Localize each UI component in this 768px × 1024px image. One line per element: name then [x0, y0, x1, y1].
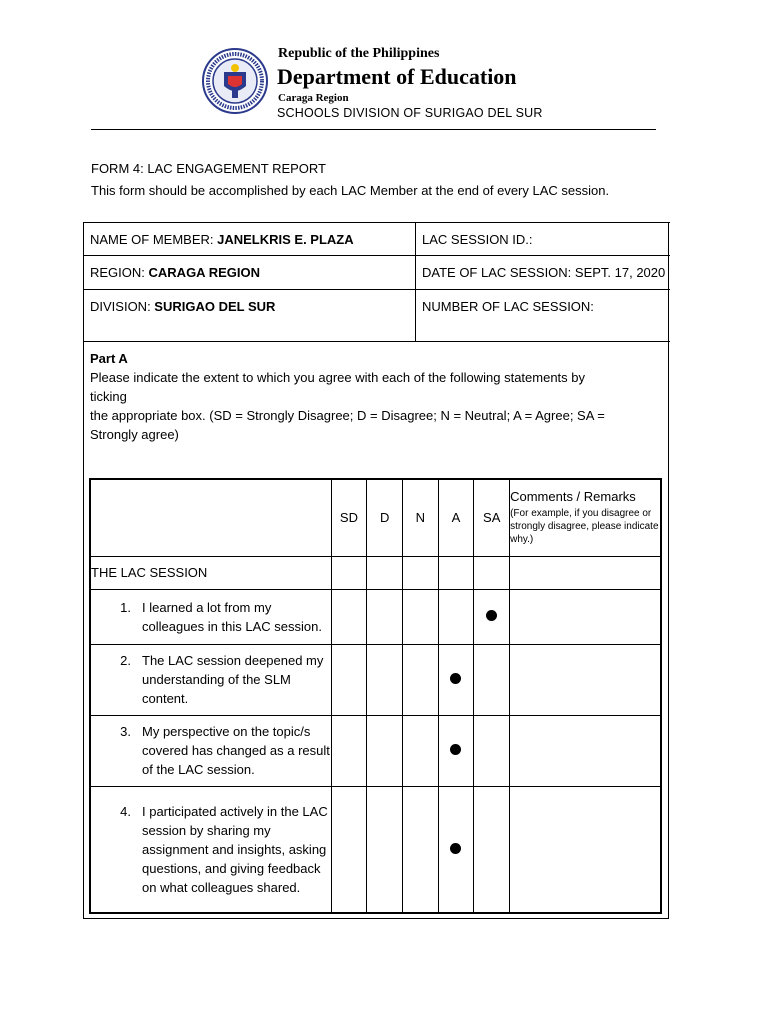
region-field: REGION: CARAGA REGION	[90, 265, 260, 280]
rating-cell-a[interactable]	[438, 715, 474, 786]
deped-seal-icon	[202, 46, 268, 116]
rating-cell[interactable]	[331, 556, 367, 589]
statement-number: 3.	[120, 724, 131, 739]
rating-cell[interactable]	[367, 556, 403, 589]
member-field: NAME OF MEMBER: JANELKRIS E. PLAZA	[90, 232, 354, 247]
comments-title: Comments / Remarks	[510, 489, 636, 505]
statement-row	[90, 589, 661, 644]
rating-cell-sa[interactable]	[474, 786, 510, 913]
rating-table	[89, 478, 662, 914]
member-value: JANELKRIS E. PLAZA	[217, 232, 354, 247]
statement-text: I learned a lot from my colleagues in this LAC session.	[142, 599, 322, 634]
rating-cell-d[interactable]	[367, 644, 403, 715]
statement-text: I participated actively in the LAC session by sharing my assignment and insights, asking questions, and giving feedback on what colleagues shared.	[142, 803, 328, 895]
part-a-line: Strongly agree)	[90, 427, 179, 442]
rating-cell-sd[interactable]	[331, 589, 367, 644]
form-title: FORM 4: LAC ENGAGEMENT REPORT	[91, 161, 327, 176]
part-a-instructions	[90, 349, 650, 444]
section-label: THE LAC SESSION	[90, 556, 331, 589]
rating-cell-sa[interactable]	[474, 589, 510, 644]
rating-cell-n[interactable]	[403, 715, 439, 786]
form-instructions: This form should be accomplished by each LAC Member at the end of every LAC session.	[91, 183, 610, 198]
level-header-n: N	[403, 479, 439, 556]
tick-mark-dot	[450, 843, 461, 854]
comments-note: (For example, if you disagree or strongly disagree, please indicate why.)	[510, 508, 659, 546]
level-header-sd: SD	[331, 479, 367, 556]
level-header-a: A	[438, 479, 474, 556]
part-a-heading: Part A	[90, 351, 128, 366]
statement-row	[90, 786, 661, 913]
session-date-field: DATE OF LAC SESSION: SEPT. 17, 2020	[422, 265, 666, 280]
rating-cell-sd[interactable]	[331, 644, 367, 715]
comments-cell[interactable]	[510, 556, 661, 589]
rating-cell-sa[interactable]	[474, 644, 510, 715]
statement-number: 2.	[120, 653, 131, 668]
header-divider	[91, 129, 656, 130]
rating-cell-sd[interactable]	[331, 715, 367, 786]
comments-cell[interactable]	[510, 589, 661, 644]
division-field: DIVISION: SURIGAO DEL SUR	[90, 299, 276, 314]
rating-cell-d[interactable]	[367, 589, 403, 644]
part-a-line: Please indicate the extent to which you agree with each of the following statements by	[90, 370, 586, 385]
statement-row	[90, 715, 661, 786]
session-id-field: LAC SESSION ID.:	[422, 232, 533, 247]
statement-number: 1.	[120, 599, 131, 615]
rating-cell[interactable]	[438, 556, 474, 589]
rating-cell-n[interactable]	[403, 644, 439, 715]
division-value: SURIGAO DEL SUR	[154, 299, 276, 314]
rating-cell-sd[interactable]	[331, 786, 367, 913]
part-a-line: ticking	[90, 389, 127, 404]
statement-row	[90, 644, 661, 715]
statement-header	[90, 479, 331, 556]
comments-cell[interactable]	[510, 644, 661, 715]
rating-cell[interactable]	[403, 556, 439, 589]
rating-cell-n[interactable]	[403, 589, 439, 644]
rating-header-row	[90, 479, 661, 556]
info-column-divider	[415, 222, 416, 342]
republic-line: Republic of the Philippines	[278, 46, 440, 61]
region-value: CARAGA REGION	[148, 265, 260, 280]
comments-cell[interactable]	[510, 786, 661, 913]
tick-mark-dot	[450, 673, 461, 684]
statement-text: My perspective on the topic/s covered has changed as a result of the LAC session.	[142, 724, 330, 777]
info-row-division	[83, 290, 670, 342]
comments-cell[interactable]	[510, 715, 661, 786]
rating-cell-a[interactable]	[438, 644, 474, 715]
session-number-field: NUMBER OF LAC SESSION:	[422, 299, 594, 314]
rating-cell-d[interactable]	[367, 786, 403, 913]
level-header-d: D	[367, 479, 403, 556]
rating-cell-a[interactable]	[438, 589, 474, 644]
department-name: Department of Education	[277, 64, 517, 89]
division-line: SCHOOLS DIVISION OF SURIGAO DEL SUR	[277, 106, 543, 120]
tick-mark-dot	[450, 744, 461, 755]
tick-mark-dot	[486, 610, 497, 621]
part-a-line: the appropriate box. (SD = Strongly Disagree; D = Disagree; N = Neutral; A = Agree; SA =	[90, 408, 605, 423]
rating-cell-sa[interactable]	[474, 715, 510, 786]
statement-number: 4.	[120, 803, 131, 819]
statement-text: The LAC session deepened my understanding of the SLM content.	[142, 653, 324, 706]
level-header-sa: SA	[474, 479, 510, 556]
rating-cell-d[interactable]	[367, 715, 403, 786]
rating-cell-a[interactable]	[438, 786, 474, 913]
region-line: Caraga Region	[278, 92, 349, 104]
section-row	[90, 556, 661, 589]
rating-cell-n[interactable]	[403, 786, 439, 913]
comments-header	[510, 479, 661, 556]
rating-cell[interactable]	[474, 556, 510, 589]
letterhead	[0, 40, 768, 135]
